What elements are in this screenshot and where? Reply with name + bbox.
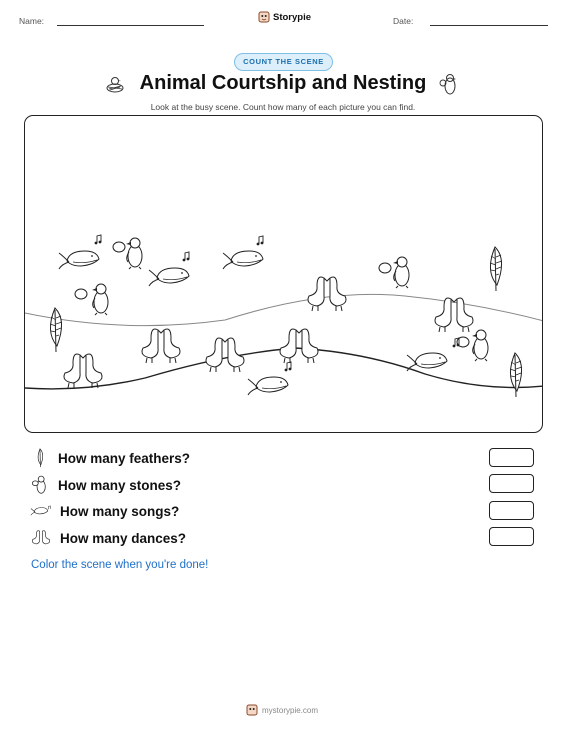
count-the-scene-badge: COUNT THE SCENE: [234, 53, 333, 71]
closing-instruction: Color the scene when you're done!: [31, 559, 209, 571]
brand-logo: [258, 11, 311, 23]
storypie-icon: [258, 11, 270, 23]
date-label: Date:: [393, 16, 414, 26]
answer-box-feathers[interactable]: [489, 448, 534, 467]
whale-song-icon: [30, 501, 52, 521]
instructions: Look at the busy scene. Count how many of each picture you can find.: [150, 102, 416, 112]
name-label: Name:: [19, 16, 45, 26]
storypie-footer-icon: [246, 704, 258, 716]
question-text: How many stones?: [58, 477, 182, 493]
question-text: How many dances?: [60, 530, 187, 546]
question-dances: [30, 527, 186, 549]
feather-icon: [30, 448, 50, 468]
answer-box-songs[interactable]: [489, 501, 534, 520]
counting-scene: [24, 115, 543, 433]
question-songs: [30, 500, 179, 522]
question-text: How many songs?: [60, 503, 180, 519]
answer-box-stones[interactable]: [489, 474, 534, 493]
footer-url[interactable]: mystorypie.com: [262, 705, 319, 715]
date-line[interactable]: [430, 25, 548, 26]
penguin-stone-icon: [30, 475, 50, 495]
page-title: Animal Courtship and Nesting: [139, 72, 427, 94]
question-stones: [30, 474, 181, 496]
scene-drawing: [25, 116, 543, 433]
name-line[interactable]: [57, 25, 204, 26]
swan-dance-icon: [30, 528, 52, 548]
question-text: How many feathers?: [58, 450, 191, 466]
brand-name: Storypie: [273, 11, 312, 23]
penguin-icon: [438, 72, 460, 96]
footer: [246, 704, 318, 716]
answer-box-dances[interactable]: [489, 527, 534, 546]
question-feathers: [30, 447, 190, 469]
